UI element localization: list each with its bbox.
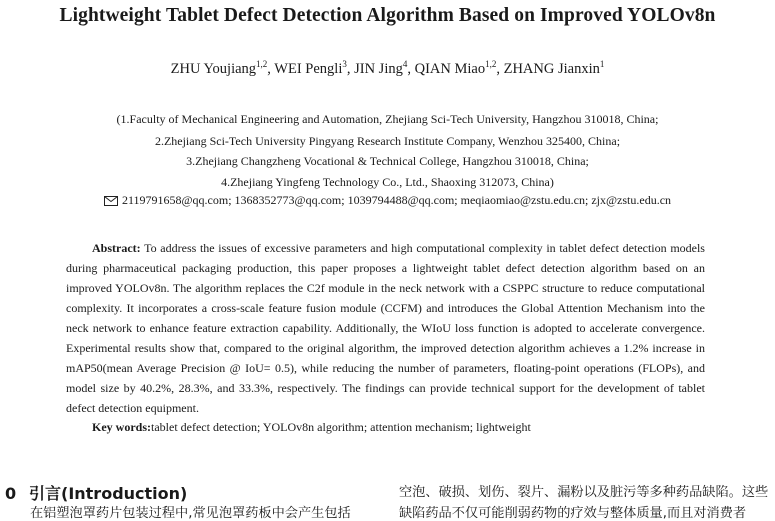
author-name: ZHU Youjiang xyxy=(170,61,257,77)
intro-left-line: 在铝塑泡罩药片包装过程中,常见泡罩药板中会产生包括 xyxy=(30,506,351,521)
author-affiliation-mark: 1 xyxy=(599,59,605,69)
author-name: WEI Pengli xyxy=(274,61,343,77)
email-row xyxy=(0,193,775,210)
abstract-text: To address the issues of excessive parameters and high computational complexity in tablet defect detection models during pharmaceutical packaging production, this paper proposes a lightweight tablet defect detection algorithm based on an improved YOLOv8n. The algorithm replaces the C2f module in the neck network with a CSPPC structure to reduce computational complexity. It incorporates a cross-scale feature fusion module (CCFM) and introduces the Global Attention Mechanism into the neck network to enhance feature extraction capability. Additionally, the WIoU loss function is adopted to accelerate convergence. Experimental results show that, compared to the original algorithm, the improved detection algorithm achieves a 1.2% increase in mAP50(mean Average Precision @ IoU= 0.5), while reducing the number of parameters, floating-point operations (FLOPs), and model size by 40.2%, 28.3%, and 33.3%, respectively. The findings can provide technical support for the development of tablet defect detection equipment. xyxy=(66,241,705,415)
author-affiliation-mark: 4 xyxy=(402,59,408,69)
paper-title: Lightweight Tablet Defect Detection Algorithm Based on Improved YOLOv8n xyxy=(59,5,716,26)
author-affiliation-mark: 1,2 xyxy=(256,59,268,69)
author-separator: , xyxy=(407,61,415,77)
author-list xyxy=(0,61,775,78)
keywords-text: tablet defect detection; YOLOv8n algorithm; attention mechanism; lightweight xyxy=(151,420,531,434)
author-name: QIAN Miao xyxy=(414,61,486,77)
affiliation-3: 3.Zhejiang Changzheng Vocational & Technical College, Hangzhou 310018, China; xyxy=(186,154,589,168)
author-name: ZHANG Jianxin xyxy=(503,61,600,77)
author-name: JIN Jing xyxy=(354,61,403,77)
author-separator: , xyxy=(267,61,275,77)
author-separator: , xyxy=(496,61,504,77)
intro-right-line-2: 缺陷药品不仅可能削弱药物的疗效与整体质量,而且对消费者 xyxy=(399,506,747,521)
section-number: 0 xyxy=(5,484,17,503)
abstract xyxy=(66,238,705,418)
keywords xyxy=(92,420,531,435)
email-list: 2119791658@qq.com; 1368352773@qq.com; 1039794488@qq.com; meqiaomiao@zstu.edu.cn; zjx@zstu.edu.cn xyxy=(121,193,672,207)
affiliation-1: (1.Faculty of Mechanical Engineering and Automation, Zhejiang Sci-Tech University, Hangzhou 310018, China; xyxy=(116,112,659,126)
author-affiliation-mark: 3 xyxy=(342,59,347,69)
envelope-icon xyxy=(104,196,118,206)
affiliation-2: 2.Zhejiang Sci-Tech University Pingyang Research Institute Company, Wenzhou 325400, China; xyxy=(154,134,621,148)
intro-right-line-1: 空泡、破损、划伤、裂片、漏粉以及脏污等多种药品缺陷。这些 xyxy=(399,485,769,500)
section-heading xyxy=(5,481,187,504)
abstract-label: Abstract: xyxy=(92,241,141,255)
section-title: 引言(Introduction) xyxy=(29,484,188,503)
author-separator: , xyxy=(346,61,355,77)
keywords-label: Key words: xyxy=(92,420,151,434)
affiliation-4: 4.Zhejiang Yingfeng Technology Co., Ltd., Shaoxing 312073, China) xyxy=(221,175,554,189)
author-affiliation-mark: 1,2 xyxy=(485,59,497,69)
